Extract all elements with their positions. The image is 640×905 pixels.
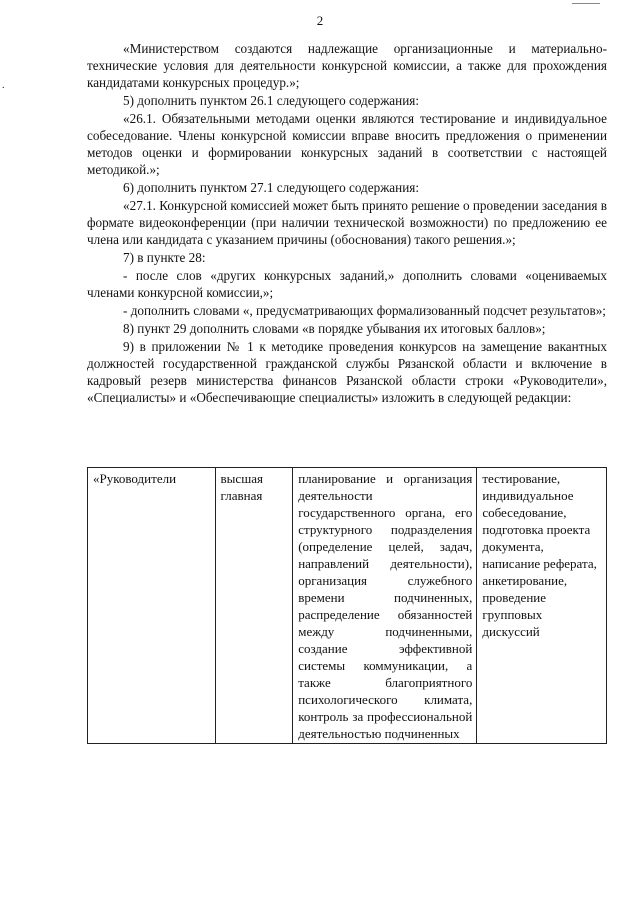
paragraph-quote-26-1: «26.1. Обязательными методами оценки являются тестирование и индивидуальное собеседование. Члены конкурсной комиссии вправе вносить предложения о применении методов оценки и формировании конкурсных заданий в соответствии с настоящей методикой.»; [87,111,607,177]
paragraph-item-7-dash-1: - после слов «других конкурсных заданий,» дополнить словами «оцениваемых членами конкурсной комиссии,»; [87,268,607,300]
table-row [88,468,607,744]
paragraph-item-9: 9) в приложении № 1 к методике проведения конкурсов на замещение вакантных должностей государственной гражданской службы Рязанской области и включение в кадровый резерв министерства финансов Рязанской области строки «Руководители», «Специалисты» и «Обеспечивающие специалисты» изложить в следующей редакции: [87,339,607,405]
document-body [87,40,607,407]
paragraph-item-8: 8) пункт 29 дополнить словами «в порядке убывания их итоговых баллов»; [123,321,546,336]
paragraph-quote-27-1: «27.1. Конкурсной комиссией может быть принято решение о проведении заседания в формате видеоконференции (при наличии технической возможности) по предложению ее члена или кандидата с указанием причины (обоснования) такого решения.»; [87,198,607,247]
margin-dot: . [2,80,5,91]
competencies-cell: планирование и организация деятельности государственного органа, его структурного подразделения (определение целей, задач, направлений деятельности), организация служебного времени подчиненных, распределение обязанностей между подчиненными, создание эффективной системы коммуникации, а также благоприятного психологического климата, контроль за профессиональной деятельностью подчиненных [293,468,477,744]
paragraph-quote-ministry: «Министерством создаются надлежащие организационные и материально-технические условия для деятельности конкурсной комиссии, а также для прохождения кандидатами конкурсных процедур.»; [87,41,607,90]
paragraph-item-6: 6) дополнить пунктом 27.1 следующего содержания: [123,180,420,195]
corner-mark [572,0,600,4]
methods-cell: тестирование, индивидуальное собеседование, подготовка проекта документа, написание реферата, анкетирование, проведение групповых дискуссий [477,468,607,744]
page-number: 2 [316,13,324,28]
group-cell: высшая главная [215,468,293,744]
paragraph-item-7: 7) в пункте 28: [123,250,206,265]
paragraph-item-7-dash-2: - дополнить словами «, предусматривающих формализованный подсчет результатов»; [123,303,606,318]
category-cell: «Руководители [88,468,216,744]
positions-table [87,467,607,744]
paragraph-item-5: 5) дополнить пунктом 26.1 следующего содержания: [123,93,420,108]
